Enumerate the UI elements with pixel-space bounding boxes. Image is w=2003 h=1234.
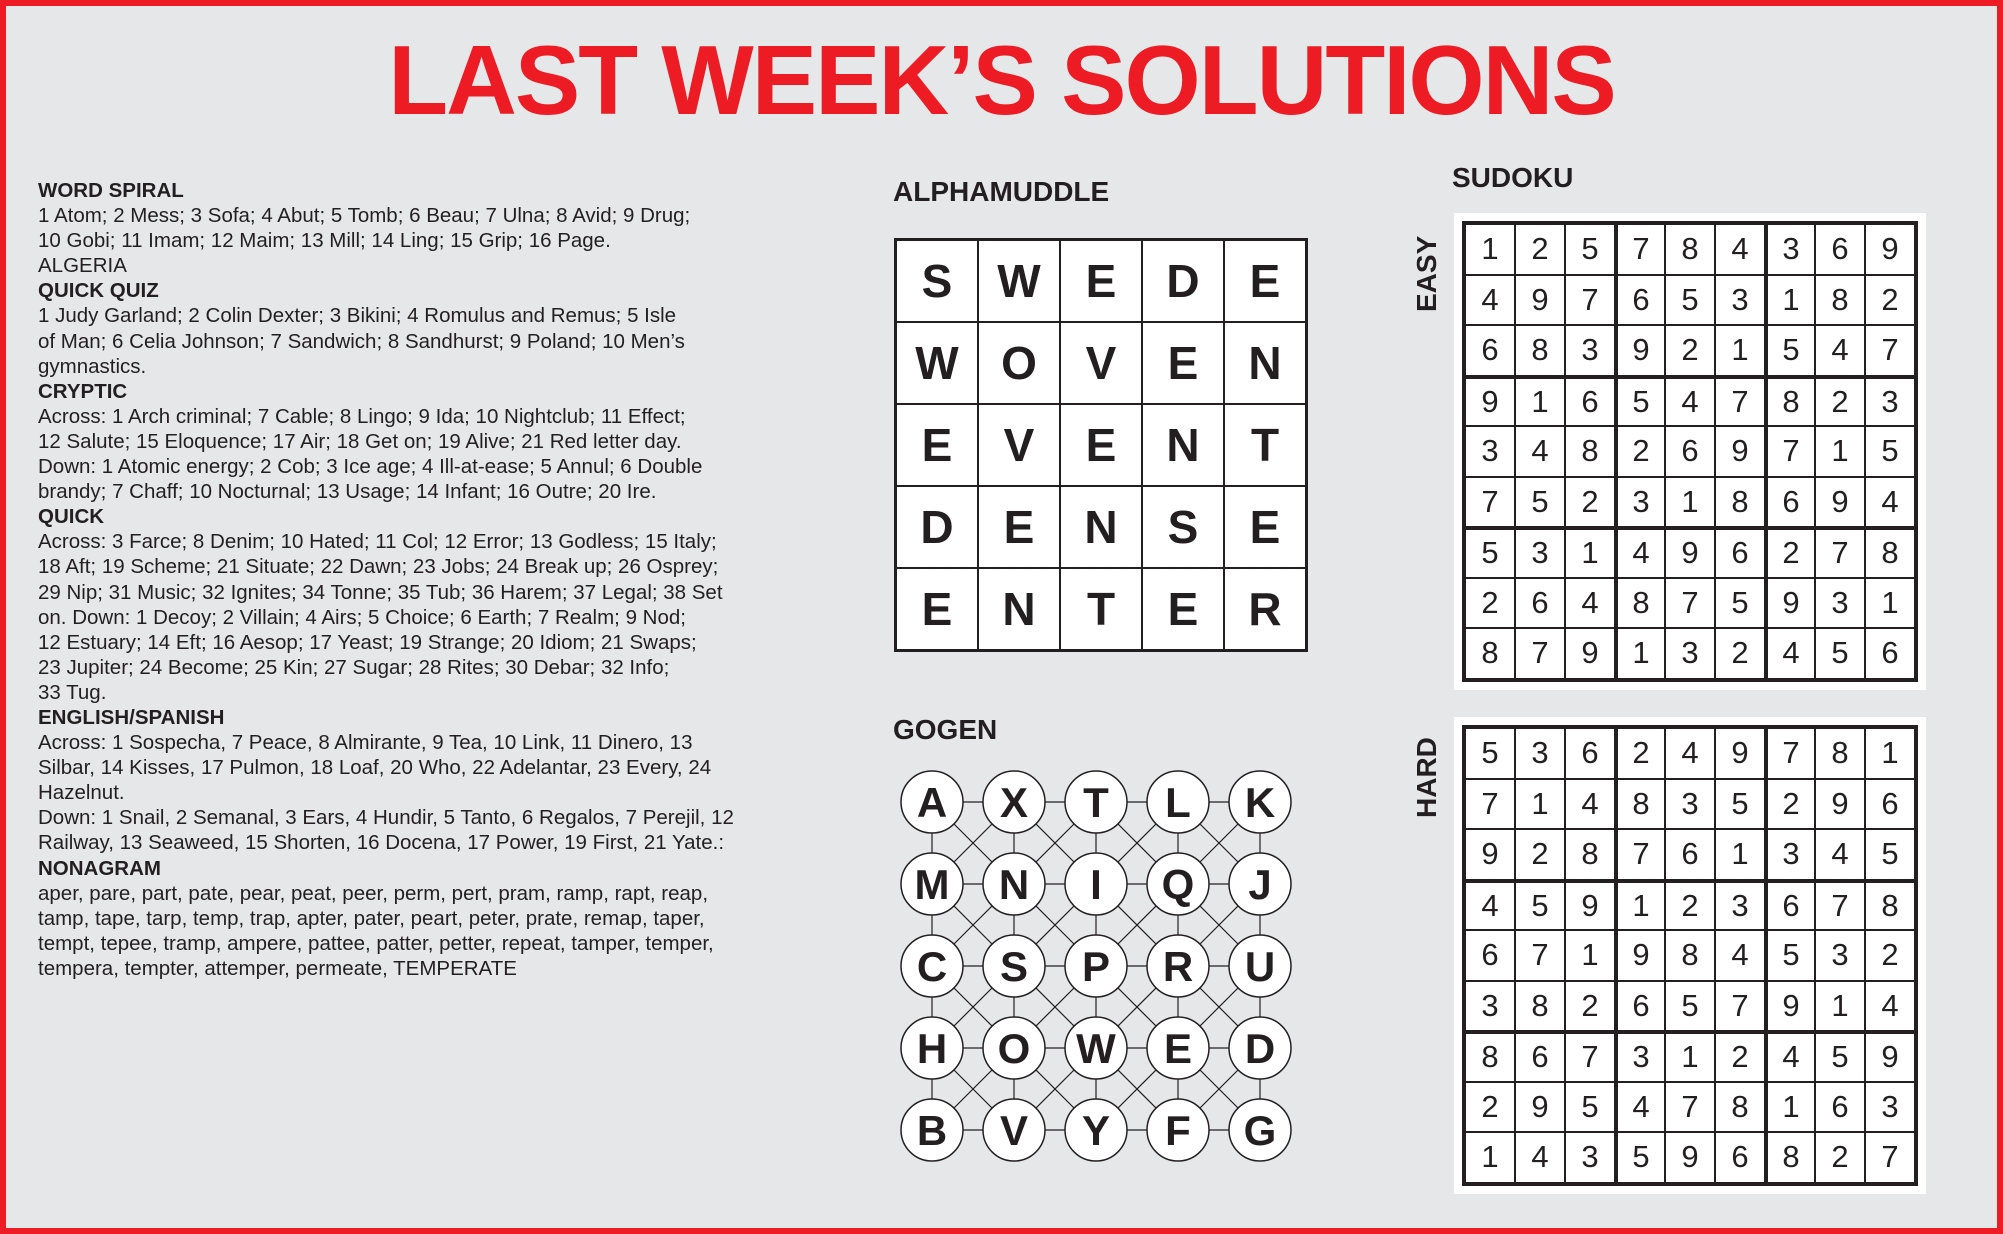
gogen-letter: I (1090, 861, 1102, 908)
gogen-node (1065, 771, 1127, 833)
gogen-node (1147, 1017, 1209, 1079)
gogen-node (1229, 853, 1291, 915)
gogen-node (1147, 1099, 1209, 1161)
hard-sudoku-cell: 8 (1615, 779, 1665, 830)
hard-sudoku-cell: 9 (1865, 1031, 1915, 1082)
easy-sudoku-cell: 2 (1715, 628, 1765, 679)
section-line: Silbar, 14 Kisses, 17 Pulmon, 18 Loaf, 20 Who, 22 Adelantar, 23 Every, 24 (38, 756, 712, 780)
hard-sudoku-cell: 9 (1715, 728, 1765, 779)
gogen-letter: V (999, 1107, 1029, 1154)
section-line: 12 Salute; 15 Eloquence; 17 Air; 18 Get on; 19 Alive; 21 Red letter day. (38, 429, 682, 453)
hard-sudoku-cell: 8 (1765, 1132, 1815, 1183)
hard-sudoku-cell: 5 (1465, 728, 1515, 779)
easy-sudoku-cell: 1 (1815, 426, 1865, 477)
hard-sudoku-cell: 7 (1615, 829, 1665, 880)
gogen-node (901, 1017, 963, 1079)
alphamuddle-cell: V (978, 404, 1060, 486)
hard-sudoku-cell: 7 (1665, 1082, 1715, 1133)
hard-sudoku-cell: 2 (1715, 1031, 1765, 1082)
hard-sudoku-cell: 4 (1465, 880, 1515, 931)
alphamuddle-cell: O (978, 322, 1060, 404)
hard-sudoku-cell: 4 (1715, 930, 1765, 981)
gogen-node (1147, 853, 1209, 915)
easy-sudoku-cell: 5 (1865, 426, 1915, 477)
hard-sudoku-cell: 1 (1665, 1031, 1715, 1082)
hard-sudoku-cell: 3 (1815, 930, 1865, 981)
easy-sudoku-cell: 8 (1615, 578, 1665, 629)
easy-sudoku-cell: 5 (1515, 477, 1565, 528)
gogen-node (1065, 1017, 1127, 1079)
gogen-letter: P (1081, 943, 1111, 990)
hard-sudoku-cell: 4 (1615, 1082, 1665, 1133)
section-line: ALGERIA (38, 254, 127, 278)
easy-sudoku-cell: 8 (1565, 426, 1615, 477)
hard-sudoku-cell: 7 (1515, 930, 1565, 981)
section-line: 10 Gobi; 11 Imam; 12 Maim; 13 Mill; 14 Ling; 15 Grip; 16 Page. (38, 229, 611, 253)
hard-sudoku-cell: 6 (1565, 728, 1615, 779)
hard-sudoku-cell: 1 (1865, 728, 1915, 779)
easy-sudoku-cell: 8 (1715, 477, 1765, 528)
easy-sudoku-cell: 7 (1715, 376, 1765, 427)
hard-sudoku-cell: 9 (1515, 1082, 1565, 1133)
hard-sudoku-board (1454, 717, 1926, 1194)
hard-sudoku-cell: 4 (1865, 981, 1915, 1032)
easy-sudoku-cell: 3 (1465, 426, 1515, 477)
easy-sudoku-cell: 6 (1565, 376, 1615, 427)
easy-sudoku-grid (1462, 221, 1918, 682)
solution-section (38, 705, 808, 856)
section-line: on. Down: 1 Decoy; 2 Villain; 4 Airs; 5 Choice; 6 Earth; 7 Realm; 9 Nod; (38, 605, 686, 629)
hard-sudoku-cell: 3 (1615, 1031, 1665, 1082)
easy-sudoku-cell: 7 (1615, 224, 1665, 275)
alphamuddle-cell: N (978, 568, 1060, 650)
section-line: of Man; 6 Celia Johnson; 7 Sandwich; 8 Sandhurst; 9 Poland; 10 Men’s (38, 329, 685, 353)
hard-sudoku-cell: 7 (1865, 1132, 1915, 1183)
hard-sudoku-cell: 4 (1765, 1031, 1815, 1082)
hard-sudoku-cell: 1 (1515, 779, 1565, 830)
section-line: Hazelnut. (38, 781, 125, 805)
easy-sudoku-cell: 7 (1665, 578, 1715, 629)
easy-sudoku-cell: 6 (1865, 628, 1915, 679)
alphamuddle-cell: E (1060, 240, 1142, 322)
gogen-letter: T (1083, 779, 1109, 826)
gogen-letter: D (1244, 1025, 1276, 1072)
easy-sudoku-cell: 8 (1665, 224, 1715, 275)
easy-sudoku-cell: 4 (1515, 426, 1565, 477)
easy-sudoku-cell: 6 (1715, 527, 1765, 578)
section-line: Down: 1 Atomic energy; 2 Cob; 3 Ice age; 4 Ill-at-ease; 5 Annul; 6 Double (38, 455, 703, 479)
easy-sudoku-cell: 7 (1465, 477, 1515, 528)
easy-sudoku-cell: 9 (1465, 376, 1515, 427)
easy-sudoku-cell: 4 (1815, 325, 1865, 376)
hard-sudoku-cell: 2 (1615, 728, 1665, 779)
gogen-letter: E (1163, 1025, 1193, 1072)
easy-sudoku-cell: 6 (1815, 224, 1865, 275)
easy-sudoku-cell: 9 (1865, 224, 1915, 275)
easy-sudoku-cell: 1 (1515, 376, 1565, 427)
gogen-node (901, 853, 963, 915)
gogen-node (1147, 771, 1209, 833)
easy-sudoku-cell: 5 (1715, 578, 1765, 629)
hard-sudoku-cell: 7 (1565, 1031, 1615, 1082)
hard-sudoku-cell: 6 (1465, 930, 1515, 981)
easy-sudoku-cell: 9 (1815, 477, 1865, 528)
hard-sudoku-cell: 1 (1765, 1082, 1815, 1133)
gogen-node (983, 1017, 1045, 1079)
gogen-node (901, 1099, 963, 1161)
hard-sudoku-cell: 7 (1765, 728, 1815, 779)
section-line: tempera, tempter, attemper, permeate, TEMPERATE (38, 956, 517, 980)
easy-sudoku-cell: 2 (1865, 275, 1915, 326)
easy-sudoku-cell: 6 (1515, 578, 1565, 629)
hard-sudoku-cell: 1 (1815, 981, 1865, 1032)
easy-sudoku-cell: 4 (1865, 477, 1915, 528)
hard-sudoku-cell: 4 (1665, 728, 1715, 779)
gogen-letter: J (1248, 861, 1272, 908)
hard-sudoku-cell: 1 (1715, 829, 1765, 880)
section-heading: WORD SPIRAL (38, 179, 184, 202)
section-line: 29 Nip; 31 Music; 32 Ignites; 34 Tonne; 35 Tub; 36 Harem; 37 Legal; 38 Set (38, 580, 723, 604)
gogen-node (1147, 935, 1209, 997)
gogen-grid (896, 766, 1316, 1196)
easy-sudoku-cell: 8 (1765, 376, 1815, 427)
alphamuddle-cell: S (896, 240, 978, 322)
alphamuddle-cell: W (896, 322, 978, 404)
section-line: gymnastics. (38, 354, 147, 378)
easy-sudoku-cell: 2 (1765, 527, 1815, 578)
gogen-node (983, 1099, 1045, 1161)
alphamuddle-cell: S (1142, 486, 1224, 568)
solution-section (38, 178, 808, 278)
gogen-letter: W (1076, 1025, 1116, 1072)
gogen-letter: L (1165, 779, 1191, 826)
easy-sudoku-cell: 5 (1765, 325, 1815, 376)
alphamuddle-cell: W (978, 240, 1060, 322)
easy-sudoku-cell: 4 (1715, 224, 1765, 275)
easy-sudoku-cell: 8 (1815, 275, 1865, 326)
easy-sudoku-cell: 3 (1765, 224, 1815, 275)
hard-sudoku-cell: 6 (1815, 1082, 1865, 1133)
alphamuddle-label: ALPHAMUDDLE (893, 176, 1110, 207)
hard-sudoku-cell: 5 (1615, 1132, 1665, 1183)
hard-sudoku-cell: 3 (1715, 880, 1765, 931)
alphamuddle-cell: E (1224, 240, 1306, 322)
easy-label: EASY (1411, 235, 1442, 312)
alphamuddle-cell: E (1142, 322, 1224, 404)
easy-sudoku-cell: 5 (1465, 527, 1515, 578)
hard-sudoku-cell: 6 (1515, 1031, 1565, 1082)
gogen-letter: S (999, 943, 1029, 990)
alphamuddle-grid (894, 238, 1308, 652)
easy-sudoku-cell: 9 (1615, 325, 1665, 376)
section-line: 1 Atom; 2 Mess; 3 Sofa; 4 Abut; 5 Tomb; 6 Beau; 7 Ulna; 8 Avid; 9 Drug; (38, 204, 691, 228)
gogen-node (1229, 1099, 1291, 1161)
gogen-node (1229, 771, 1291, 833)
section-heading: QUICK QUIZ (38, 279, 159, 303)
hard-sudoku-cell: 5 (1865, 829, 1915, 880)
gogen-letter: B (916, 1107, 948, 1154)
easy-sudoku-cell: 8 (1515, 325, 1565, 376)
easy-sudoku-cell: 6 (1615, 275, 1665, 326)
easy-sudoku-cell: 8 (1465, 628, 1515, 679)
hard-sudoku-cell: 5 (1515, 880, 1565, 931)
hard-sudoku-cell: 5 (1815, 1031, 1865, 1082)
hard-sudoku-cell: 2 (1565, 981, 1615, 1032)
sudoku-label: SUDOKU (1452, 162, 1574, 193)
easy-sudoku-cell: 5 (1815, 628, 1865, 679)
alphamuddle-cell: N (1060, 486, 1142, 568)
section-heading: QUICK (38, 505, 105, 529)
gogen-letter: K (1244, 779, 1276, 826)
easy-sudoku-cell: 6 (1465, 325, 1515, 376)
easy-sudoku-cell: 3 (1715, 275, 1765, 326)
gogen-node (983, 771, 1045, 833)
hard-sudoku-cell: 2 (1765, 779, 1815, 830)
section-line: Across: 1 Arch criminal; 7 Cable; 8 Lingo; 9 Ida; 10 Nightclub; 11 Effect; (38, 404, 686, 428)
hard-sudoku-cell: 7 (1815, 880, 1865, 931)
easy-sudoku-cell: 2 (1615, 426, 1665, 477)
section-line: 23 Jupiter; 24 Become; 25 Kin; 27 Sugar; 28 Rites; 30 Debar; 32 Info; (38, 655, 670, 679)
section-line: Across: 3 Farce; 8 Denim; 10 Hated; 11 Col; 12 Error; 13 Godless; 15 Italy; (38, 530, 717, 554)
easy-sudoku-cell: 1 (1615, 628, 1665, 679)
section-line: 1 Judy Garland; 2 Colin Dexter; 3 Bikini; 4 Romulus and Remus; 5 Isle (38, 304, 677, 328)
hard-sudoku-cell: 5 (1765, 930, 1815, 981)
hard-label: HARD (1411, 737, 1442, 818)
easy-sudoku-cell: 2 (1515, 224, 1565, 275)
section-heading: NONAGRAM (38, 856, 161, 880)
easy-sudoku-cell: 3 (1565, 325, 1615, 376)
easy-sudoku-cell: 2 (1815, 376, 1865, 427)
easy-sudoku-cell: 8 (1865, 527, 1915, 578)
alphamuddle-cell: E (896, 568, 978, 650)
easy-sudoku-cell: 7 (1515, 628, 1565, 679)
hard-sudoku-cell: 2 (1865, 930, 1915, 981)
easy-sudoku-cell: 3 (1865, 376, 1915, 427)
hard-sudoku-cell: 8 (1815, 728, 1865, 779)
hard-sudoku-cell: 3 (1515, 728, 1565, 779)
easy-sudoku-cell: 9 (1715, 426, 1765, 477)
gogen-letter: Q (1161, 861, 1195, 908)
hard-sudoku-cell: 4 (1515, 1132, 1565, 1183)
alphamuddle-cell: E (978, 486, 1060, 568)
section-line: 18 Aft; 19 Scheme; 21 Situate; 22 Dawn; 23 Jobs; 24 Break up; 26 Osprey; (38, 555, 719, 579)
easy-sudoku-cell: 5 (1665, 275, 1715, 326)
alphamuddle-cell: T (1224, 404, 1306, 486)
hard-sudoku-cell: 8 (1515, 981, 1565, 1032)
section-line: Railway, 13 Seaweed, 15 Shorten, 16 Docena, 17 Power, 19 First, 21 Yate.: (38, 831, 725, 855)
easy-sudoku-cell: 6 (1665, 426, 1715, 477)
hard-sudoku-cell: 6 (1615, 981, 1665, 1032)
hard-sudoku-cell: 5 (1565, 1082, 1615, 1133)
hard-sudoku-cell: 7 (1465, 779, 1515, 830)
hard-sudoku-cell: 3 (1665, 779, 1715, 830)
gogen-letter: F (1165, 1107, 1191, 1154)
hard-sudoku-cell: 2 (1465, 1082, 1515, 1133)
gogen-letter: X (999, 779, 1029, 826)
gogen-label: GOGEN (893, 714, 998, 745)
gogen-node (1065, 1099, 1127, 1161)
easy-sudoku-cell: 2 (1665, 325, 1715, 376)
hard-sudoku-cell: 2 (1515, 829, 1565, 880)
hard-sudoku-grid (1462, 725, 1918, 1186)
hard-sudoku-cell: 5 (1665, 981, 1715, 1032)
easy-sudoku-cell: 3 (1815, 578, 1865, 629)
solution-section (38, 379, 808, 504)
gogen-node (1065, 935, 1127, 997)
easy-sudoku-cell: 1 (1865, 578, 1915, 629)
section-heading: CRYPTIC (38, 379, 128, 403)
easy-sudoku-cell: 4 (1615, 527, 1665, 578)
section-line: Across: 1 Sospecha, 7 Peace, 8 Almirante, 9 Tea, 10 Link, 11 Dinero, 13 (38, 731, 693, 755)
easy-sudoku-cell: 5 (1615, 376, 1665, 427)
gogen-letter: N (998, 861, 1030, 908)
easy-sudoku-cell: 6 (1765, 477, 1815, 528)
easy-sudoku-cell: 5 (1565, 224, 1615, 275)
section-line: brandy; 7 Chaff; 10 Nocturnal; 13 Usage; 14 Infant; 16 Outre; 20 Ire. (38, 480, 657, 504)
hard-sudoku-cell: 8 (1465, 1031, 1515, 1082)
section-line: Down: 1 Snail, 2 Semanal, 3 Ears, 4 Hundir, 5 Tanto, 6 Regalos, 7 Perejil, 12 (38, 806, 734, 830)
hard-sudoku-cell: 7 (1715, 981, 1765, 1032)
gogen-letter: O (997, 1025, 1031, 1072)
alphamuddle-cell: E (1060, 404, 1142, 486)
gogen-letter: A (916, 779, 948, 826)
gogen-letter: H (916, 1025, 948, 1072)
alphamuddle-cell: E (1142, 568, 1224, 650)
easy-sudoku-cell: 7 (1565, 275, 1615, 326)
alphamuddle-cell: E (896, 404, 978, 486)
hard-sudoku-cell: 1 (1615, 880, 1665, 931)
hard-sudoku-cell: 3 (1465, 981, 1515, 1032)
easy-sudoku-cell: 9 (1515, 275, 1565, 326)
hard-sudoku-cell: 1 (1565, 930, 1615, 981)
alphamuddle-cell: D (1142, 240, 1224, 322)
section-line: 33 Tug. (38, 680, 107, 704)
hard-sudoku-cell: 9 (1665, 1132, 1715, 1183)
gogen-node (1229, 1017, 1291, 1079)
easy-sudoku-cell: 3 (1515, 527, 1565, 578)
easy-sudoku-cell: 7 (1765, 426, 1815, 477)
solution-section (38, 856, 808, 981)
gogen-letter: Y (1081, 1107, 1111, 1154)
easy-sudoku-cell: 1 (1765, 275, 1815, 326)
hard-sudoku-cell: 4 (1815, 829, 1865, 880)
hard-sudoku-cell: 5 (1715, 779, 1765, 830)
easy-sudoku-cell: 1 (1465, 224, 1515, 275)
alphamuddle-cell: D (896, 486, 978, 568)
gogen-letter: M (914, 861, 950, 908)
hard-sudoku-cell: 8 (1665, 930, 1715, 981)
easy-sudoku-cell: 3 (1615, 477, 1665, 528)
hard-sudoku-cell: 6 (1665, 829, 1715, 880)
easy-sudoku-cell: 2 (1465, 578, 1515, 629)
gogen-letter: C (916, 943, 948, 990)
hard-sudoku-cell: 8 (1865, 880, 1915, 931)
gogen-letter: R (1162, 943, 1194, 990)
section-heading: ENGLISH/SPANISH (38, 705, 225, 729)
easy-sudoku-cell: 9 (1765, 578, 1815, 629)
alphamuddle-cell: T (1060, 568, 1142, 650)
alphamuddle-cell: N (1142, 404, 1224, 486)
alphamuddle-cell: E (1224, 486, 1306, 568)
solution-section (38, 504, 808, 705)
solution-section (38, 278, 808, 378)
easy-sudoku-cell: 3 (1665, 628, 1715, 679)
hard-sudoku-cell: 4 (1565, 779, 1615, 830)
hard-sudoku-cell: 2 (1665, 880, 1715, 931)
hard-sudoku-cell: 3 (1565, 1132, 1615, 1183)
hard-sudoku-cell: 6 (1865, 779, 1915, 830)
hard-sudoku-cell: 9 (1615, 930, 1665, 981)
text-solutions-column (38, 178, 808, 981)
section-line: tamp, tape, tarp, temp, trap, apter, pater, peart, peter, prate, remap, taper, (38, 906, 705, 930)
section-line: tempt, tepee, tramp, ampere, pattee, patter, petter, repeat, tamper, temper, (38, 931, 714, 955)
easy-sudoku-board (1454, 213, 1926, 690)
page-title: LAST WEEK’S SOLUTIONS (388, 25, 1615, 135)
easy-sudoku-cell: 9 (1565, 628, 1615, 679)
easy-sudoku-cell: 4 (1465, 275, 1515, 326)
gogen-node (983, 853, 1045, 915)
hard-sudoku-cell: 8 (1565, 829, 1615, 880)
easy-sudoku-cell: 4 (1665, 376, 1715, 427)
easy-sudoku-cell: 7 (1815, 527, 1865, 578)
section-line: aper, pare, part, pate, pear, peat, peer, perm, pert, pram, ramp, rapt, reap, (38, 881, 709, 905)
hard-sudoku-cell: 1 (1465, 1132, 1515, 1183)
hard-sudoku-cell: 9 (1765, 981, 1815, 1032)
hard-sudoku-cell: 9 (1465, 829, 1515, 880)
alphamuddle-cell: R (1224, 568, 1306, 650)
hard-sudoku-cell: 6 (1765, 880, 1815, 931)
alphamuddle-cell: V (1060, 322, 1142, 404)
hard-sudoku-cell: 9 (1565, 880, 1615, 931)
gogen-node (983, 935, 1045, 997)
hard-sudoku-cell: 6 (1715, 1132, 1765, 1183)
easy-sudoku-cell: 1 (1715, 325, 1765, 376)
hard-sudoku-cell: 2 (1815, 1132, 1865, 1183)
gogen-letter: G (1243, 1107, 1277, 1154)
gogen-node (901, 771, 963, 833)
alphamuddle-cell: N (1224, 322, 1306, 404)
easy-sudoku-cell: 2 (1565, 477, 1615, 528)
easy-sudoku-cell: 1 (1665, 477, 1715, 528)
hard-sudoku-cell: 8 (1715, 1082, 1765, 1133)
section-line: 12 Estuary; 14 Eft; 16 Aesop; 17 Yeast; 19 Strange; 20 Idiom; 21 Swaps; (38, 630, 697, 654)
easy-sudoku-cell: 4 (1765, 628, 1815, 679)
easy-sudoku-cell: 4 (1565, 578, 1615, 629)
easy-sudoku-cell: 9 (1665, 527, 1715, 578)
hard-sudoku-cell: 3 (1765, 829, 1815, 880)
gogen-node (901, 935, 963, 997)
hard-sudoku-cell: 9 (1815, 779, 1865, 830)
easy-sudoku-cell: 1 (1565, 527, 1615, 578)
gogen-node (1229, 935, 1291, 997)
gogen-node (1065, 853, 1127, 915)
hard-sudoku-cell: 3 (1865, 1082, 1915, 1133)
easy-sudoku-cell: 7 (1865, 325, 1915, 376)
gogen-letter: U (1244, 943, 1276, 990)
